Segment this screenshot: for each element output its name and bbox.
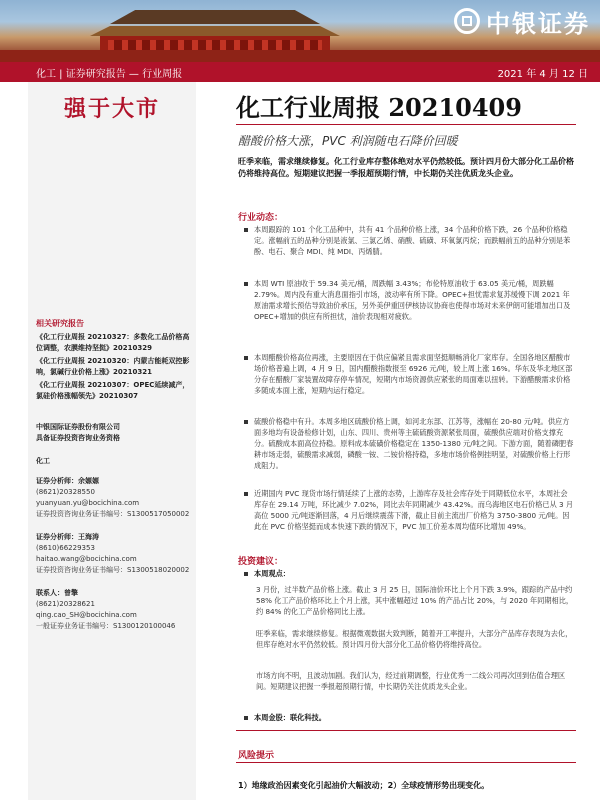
- analyst-email[interactable]: yuanyuan.yu@bocichina.com: [36, 499, 140, 507]
- analyst-name: 联系人：曾擎: [36, 589, 78, 597]
- analyst-email[interactable]: haitao.wang@bocichina.com: [36, 555, 137, 563]
- dynamics-item: 硫酸价格稳中有升。本周多地区硫酸价格上调，如河北东部、江苏等，涨幅在 20-80 元/吨。供应方面多地均有设备检修计划，山东、四川、贵州等主硫硫酸资源紧张局面，硫酸供应端对价格支撑充分。硫酸成本面高位持稳。原料成本硫磺价格稳定在 1350-1380 元/吨之间。下游方面，随着磷肥春耕市场走弱，硫酸需求减弱，磷酸一铵、二铵价格持稳，多地市场价格例挂明显，对硫酸价格上行形成阻力。: [244, 416, 574, 471]
- related-report: 《化工行业周报 20210307：OPEC延续减产，氯硅价格涨幅领先》20210307: [36, 381, 190, 400]
- advice-paragraph: 3 月份，过半数产品价格上涨。截止 3 月 25 日，国际油价环比上个月下跌 3.9%，跟踪的产品中约 58% 化工产品价格环比上个月上涨，其中涨幅超过 10% 的产品占比 20%，与 2020 年同期相比，约 84% 的化工产品价格同比上涨。: [256, 585, 574, 616]
- analyst-cert: 一般证券业务证书编号：S1300120100046: [36, 622, 176, 630]
- bullet-icon: [244, 420, 248, 424]
- analyst-name: 证券分析师：王海涛: [36, 533, 99, 541]
- bullet-icon: [244, 282, 248, 286]
- risk-divider: [236, 762, 576, 763]
- analyst-block: [36, 588, 194, 632]
- analyst-phone: (8621)20328550: [36, 488, 95, 496]
- analyst-phone: (8610)66229353: [36, 544, 95, 552]
- report-category: 化工 | 证券研究报告 — 行业周报: [36, 68, 183, 80]
- palace-roof-lower: [90, 26, 340, 36]
- brand-logo: [454, 4, 590, 38]
- rating-label: 强于大市: [63, 96, 160, 122]
- brand-name: 中银证券: [486, 8, 590, 38]
- dynamics-item: 本周醋酸价格高位再涨，主要原因在于供应偏紧且需求面坚挺顺畅消化厂家库存。全国各地区醋酸市场价格普遍上调，4 月 9 日，国内醋酸指数报至 6926 元/吨，较上周上涨 16%。华东及华北地区部分存在醋酸厂家装置故障存停车情况，短期内市场资源供应紧张的局面难以扭转。下游醋酸需求价格多随成本面上涨，短期内运行稳定。: [244, 352, 574, 396]
- advice-paragraph: 市场方向不明，且波动加剧。我们认为，经过前期调整，行业优秀一二线公司再次回到估值合理区间。短期建议把握一季报超预期行情，中长期仍关注优质龙头企业。: [256, 671, 566, 691]
- bank-logo-icon: [454, 8, 480, 34]
- dynamics-item: 本周 WTI 原油收于 59.34 美元/桶，周跌幅 3.43%；布伦特原油收于 63.05 美元/桶，周跌幅 2.79%。周内没有重大消息面指引市场，波动率有所下降。OPEC+担忧需求复苏缓慢下调 2021 年原油需求增长预估导致油价承压，另外美伊重回伊核协议协商也使得市场对未来伊朗可能增加出口及 OPEC+增加的供应有所担忧，油价表现相对疲软。: [244, 278, 574, 322]
- analyst-email[interactable]: qing.cao_SH@bocichina.com: [36, 611, 137, 619]
- report-date: 2021 年 4 月 12 日: [497, 68, 588, 80]
- analyst-block: [36, 476, 194, 520]
- report-info-bar: [0, 62, 600, 82]
- bullet-icon: [244, 356, 248, 360]
- advice-heading: 本周观点：: [244, 568, 574, 579]
- portfolio-line: 本周金股：联化科技。: [244, 712, 574, 723]
- report-summary: 旺季来临，需求继续修复。化工行业库存整体绝对水平仍然较低。预计四月份大部分化工品价格仍将维持高位。短期建议把握一季报超预期行情，中长期仍关注优质龙头企业。: [238, 157, 574, 178]
- header-banner: [0, 0, 600, 62]
- related-reports-heading: 相关研究报告: [36, 319, 84, 328]
- bullet-icon: [244, 716, 248, 720]
- section-divider: [236, 730, 576, 731]
- palace-wall: [0, 50, 600, 62]
- section-heading-dynamics: 行业动态：: [238, 213, 284, 223]
- analyst-block: [36, 532, 194, 576]
- advice-paragraph: 旺季来临，需求继续修复。根据微观数据大致判断，随着开工率提升，大部分产品库存表现为去化，但库存绝对水平仍然较低。预计四月份大部分化工品价格仍将维持高位。: [256, 629, 573, 649]
- bullet-icon: [244, 572, 248, 576]
- analyst-cert: 证券投资咨询业务证书编号：S1300518020002: [36, 566, 190, 574]
- analyst-cert: 证券投资咨询业务证书编号：S1300517050002: [36, 510, 190, 518]
- analyst-phone: (8621)20328621: [36, 600, 95, 608]
- analyst-name: 证券分析师：余嫄嫄: [36, 477, 99, 485]
- firm-name: 中银国际证券股份有限公司 具备证券投资咨询业务资格: [36, 423, 120, 442]
- report-subtitle: 醋酸价格大涨，PVC 利润随电石降价回暖: [238, 134, 458, 148]
- bullet-icon: [244, 228, 248, 232]
- related-report: 《化工行业周报 20210327：多数化工品价格高位调整，农膜维持坚挺》20210329: [36, 333, 190, 352]
- report-title: 化工行业周报 20210409: [236, 93, 522, 122]
- risk-text: 1）地缘政治因素变化引起油价大幅波动；2）全球疫情形势出现变化。: [238, 781, 490, 790]
- dynamics-item: 本周跟踪的 101 个化工品种中，共有 41 个品种价格上涨，34 个品种价格下跌，26 个品种价格稳定。涨幅前五的品种分别是液氯、三氯乙烯、硝酸、硫磺、环氧氯丙烷；而跌幅前五的品种分别是苯酚、电石、聚合 MDI、纯 MDI、丙烯腈。: [244, 224, 574, 257]
- section-heading-risk: 风险提示: [238, 751, 275, 761]
- related-report: 《化工行业周报 20210320：内蒙古能耗双控影响，氯碱行业价格上涨》20210321: [36, 357, 190, 376]
- title-divider: [236, 124, 576, 125]
- sector-label: 化工: [36, 457, 50, 465]
- section-heading-advice: 投资建议：: [238, 557, 284, 567]
- palace-roof-upper: [110, 10, 320, 24]
- sidebar: [28, 82, 196, 800]
- bullet-icon: [244, 492, 248, 496]
- dynamics-item: 近期国内 PVC 现货市场行情延续了上涨的态势，上游库存及社会库存处于同期低位水平，本周社会库存在 29.14 万吨，环比减少 7.02%，同比去年同期减少 43.42%。而乌海地区电石价格已从 3 月高位 5000 元/吨逐渐回落，4 月后继续震荡下滑，截止目前主流出厂价格为 3750-3800 元/吨。因此在 PVC 价格坚挺而成本快速下跌的情况下，PVC 加工价差本周均值环比增加 49%。: [244, 488, 574, 532]
